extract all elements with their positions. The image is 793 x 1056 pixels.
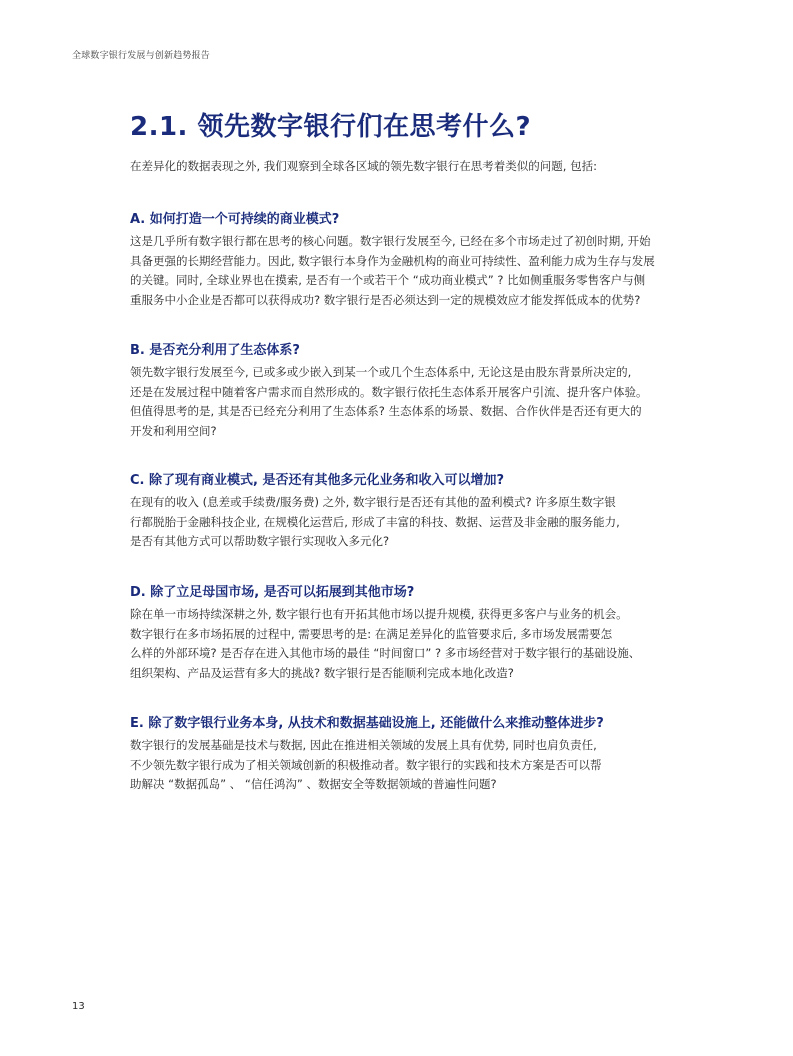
section-b bbox=[130, 341, 690, 441]
section-e-line: 数字银行的发展基础是技术与数据, 因此在推进相关领域的发展上具有优势, 同时也肩负责任, bbox=[130, 738, 597, 752]
section-a-heading: A. 如何打造一个可持续的商业模式? bbox=[130, 212, 340, 227]
section-a-line: 这是几乎所有数字银行都在思考的核心问题。数字银行发展至今, 已经在多个市场走过了初创时期, 开始 bbox=[130, 234, 651, 248]
section-c-line: 在现有的收入 (息差或手续费/服务费) 之外, 数字银行是否还有其他的盈利模式? 许多原生数字银 bbox=[130, 495, 616, 509]
section-e-heading: E. 除了数字银行业务本身, 从技术和数据基础设施上, 还能做什么来推动整体进步? bbox=[130, 716, 604, 731]
section-e-line: 不少领先数字银行成为了相关领域创新的积极推动者。数字银行的实践和技术方案是否可以帮 bbox=[130, 757, 602, 772]
section-e bbox=[130, 714, 690, 795]
section-d-line: 组织架构、产品及运营有多大的挑战? 数字银行是否能顺利完成本地化改造? bbox=[130, 665, 514, 680]
section-b-line: 还是在发展过程中随着客户需求而自然形成的。数字银行依托生态体系开展客户引流、提升客户体验。 bbox=[130, 384, 648, 399]
page-title: 2.1. 领先数字银行们在思考什么? bbox=[130, 112, 532, 142]
section-c-heading: C. 除了现有商业模式, 是否还有其他多元化业务和收入可以增加? bbox=[130, 473, 505, 488]
section-e-line: 助解决 “数据孤岛” 、 “信任鸿沟” 、数据安全等数据领域的普遍性问题? bbox=[130, 777, 497, 791]
section-b-line: 开发和利用空间? bbox=[130, 423, 217, 438]
section-b-line: 领先数字银行发展至今, 已或多或少嵌入到某一个或几个生态体系中, 无论这是由股东背景所决定的, bbox=[130, 365, 632, 379]
section-c bbox=[130, 471, 690, 552]
section-d-line: 么样的外部环境? 是否存在进入其他市场的最佳 “时间窗口” ? 多市场经营对于数字银行的基础设施、 bbox=[130, 646, 641, 660]
section-a-line: 具备更强的长期经营能力。因此, 数字银行本身作为金融机构的商业可持续性、盈利能力成为生存与发展 bbox=[130, 253, 655, 268]
section-a bbox=[130, 210, 690, 310]
section-a-line: 重服务中小企业是否都可以获得成功? 数字银行是否必须达到一定的规模效应才能发挥低成本的优势? bbox=[130, 292, 641, 307]
section-b-heading: B. 是否充分利用了生态体系? bbox=[130, 343, 300, 358]
section-c-line: 是否有其他方式可以帮助数字银行实现收入多元化? bbox=[130, 534, 390, 548]
section-a-line: 的关键。同时, 全球业界也在摸索, 是否有一个或若干个 “成功商业模式” ? 比如侧重服务零售客户与侧 bbox=[130, 273, 646, 287]
section-d bbox=[130, 583, 690, 683]
section-b-line: 但值得思考的是, 其是否已经充分利用了生态体系? 生态体系的场景、数据、合作伙伴是否还有更大的 bbox=[130, 404, 642, 418]
intro-paragraph: 在差异化的数据表现之外, 我们观察到全球各区域的领先数字银行在思考着类似的问题, 包括: bbox=[130, 159, 597, 173]
running-header: 全球数字银行发展与创新趋势报告 bbox=[72, 51, 211, 61]
section-d-heading: D. 除了立足母国市场, 是否可以拓展到其他市场? bbox=[130, 585, 415, 600]
section-c-line: 行都脱胎于金融科技企业, 在规模化运营后, 形成了丰富的科技、数据、运营及非金融的服务能力, bbox=[130, 514, 620, 529]
section-d-line: 除在单一市场持续深耕之外, 数字银行也有开拓其他市场以提升规模, 获得更多客户与业务的机会。 bbox=[130, 607, 628, 621]
page-number: 13 bbox=[72, 1001, 85, 1012]
section-d-line: 数字银行在多市场拓展的过程中, 需要思考的是: 在满足差异化的监管要求后, 多市场发展需要怎 bbox=[130, 626, 613, 641]
